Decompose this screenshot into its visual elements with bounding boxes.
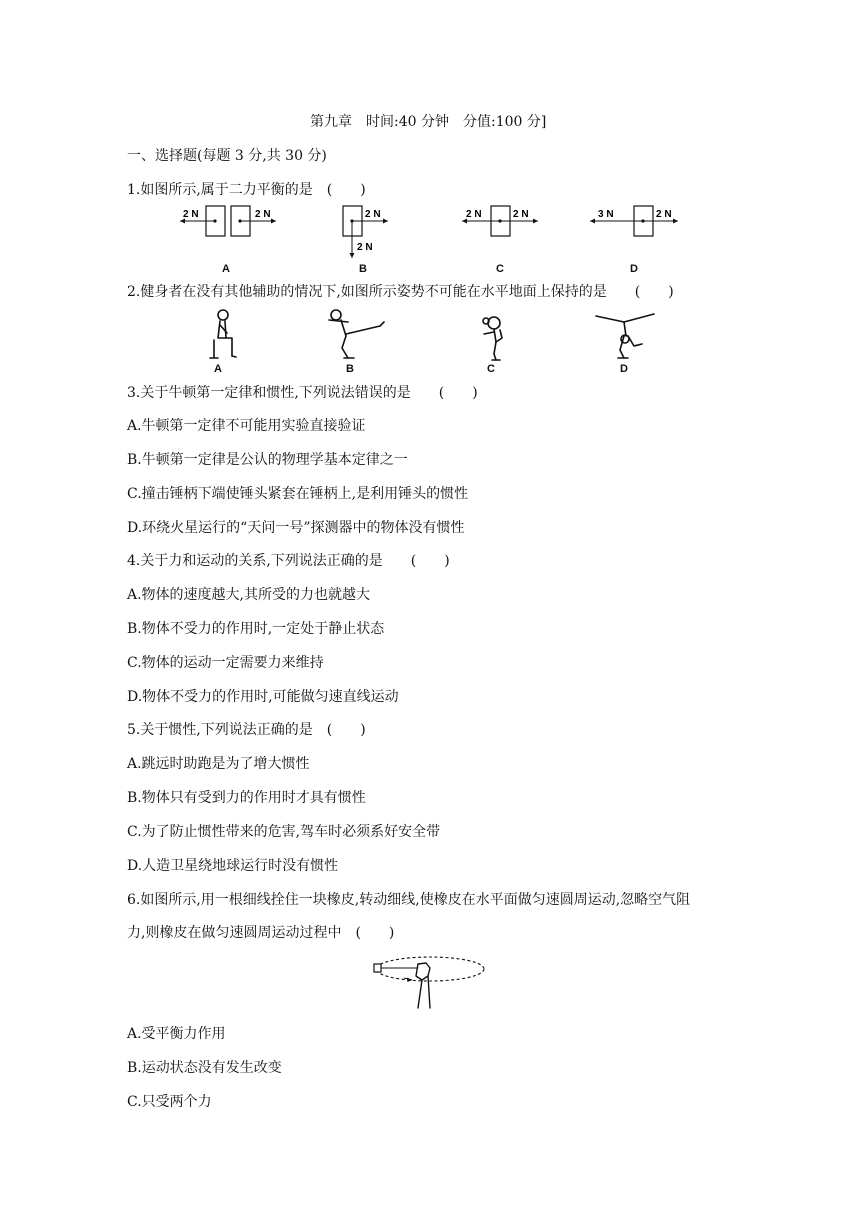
q1-label-a: A xyxy=(222,263,230,275)
q6-option-c: C.只受两个力 xyxy=(127,1094,212,1110)
q5-option-d: D.人造卫星绕地球运行时没有惯性 xyxy=(127,858,339,874)
q3-option-c: C.撞击锤柄下端使锤头紧套在锤柄上,是利用锤头的惯性 xyxy=(127,486,469,502)
force-label: 2 N xyxy=(656,209,672,220)
question-3-stem: 3.关于牛顿第一定律和惯性,下列说法错误的是 ( ) xyxy=(127,385,478,401)
q1-figure-a xyxy=(170,202,290,262)
seated-pose-illustration xyxy=(196,308,244,364)
force-label: 2 N xyxy=(183,209,199,220)
force-diagram-b xyxy=(330,202,400,262)
q6-figure xyxy=(368,950,490,1014)
q2-figure-d xyxy=(594,310,660,364)
force-diagram-d xyxy=(584,202,684,262)
q3-option-a: A.牛顿第一定律不可能用实验直接验证 xyxy=(127,418,366,434)
question-1-stem: 1.如图所示,属于二力平衡的是 ( ) xyxy=(127,182,366,198)
q4-option-b: B.物体不受力的作用时,一定处于静止状态 xyxy=(127,621,385,637)
force-diagram-a xyxy=(170,202,290,262)
question-4-stem: 4.关于力和运动的关系,下列说法正确的是 ( ) xyxy=(127,553,450,569)
force-label: 2 N xyxy=(357,242,373,253)
force-label: 2 N xyxy=(365,209,381,220)
q5-option-c: C.为了防止惯性带来的危害,驾车时必须系好安全带 xyxy=(127,824,441,840)
q1-figure-d xyxy=(584,202,684,262)
question-6-stem-line-1: 6.如图所示,用一根细线拴住一块橡皮,转动细线,使橡皮在水平面做匀速圆周运动,忽略空气阻 xyxy=(127,892,691,908)
question-5-stem: 5.关于惯性,下列说法正确的是 ( ) xyxy=(127,722,366,738)
q2-label-a: A xyxy=(214,363,222,375)
q6-option-b: B.运动状态没有发生改变 xyxy=(127,1060,282,1076)
q1-label-b: B xyxy=(359,263,367,275)
force-diagram-c xyxy=(456,202,546,262)
q3-option-d: D.环绕火星运行的“天问一号”探测器中的物体没有惯性 xyxy=(127,520,465,536)
q2-label-b: B xyxy=(346,363,354,375)
chapter-header: 第九章 时间:40 分钟 分值:100 分] xyxy=(310,114,547,130)
force-label: 3 N xyxy=(598,209,614,220)
q2-figure-c xyxy=(474,312,510,364)
q1-label-d: D xyxy=(630,263,638,275)
q1-figure-b xyxy=(330,202,400,262)
q5-option-a: A.跳远时助跑是为了增大惯性 xyxy=(127,756,310,772)
q2-figure-b xyxy=(324,306,388,362)
question-6-stem-line-2: 力,则橡皮在做匀速圆周运动过程中 ( ) xyxy=(127,925,395,941)
force-label: 2 N xyxy=(255,209,271,220)
q5-option-b: B.物体只有受到力的作用时才具有惯性 xyxy=(127,790,366,806)
q3-option-b: B.牛顿第一定律是公认的物理学基本定律之一 xyxy=(127,452,408,468)
force-label: 2 N xyxy=(513,209,529,220)
q4-option-c: C.物体的运动一定需要力来维持 xyxy=(127,655,324,671)
circular-motion-illustration xyxy=(368,950,490,1014)
q6-option-a: A.受平衡力作用 xyxy=(127,1026,226,1042)
force-label: 2 N xyxy=(466,209,482,220)
q2-figure-a xyxy=(196,308,244,364)
split-pose-illustration xyxy=(594,310,660,364)
q4-option-a: A.物体的速度越大,其所受的力也就越大 xyxy=(127,587,371,603)
kick-pose-illustration xyxy=(324,306,388,362)
question-2-stem: 2.健身者在没有其他辅助的情况下,如图所示姿势不可能在水平地面上保持的是 ( ) xyxy=(127,284,674,300)
q1-label-c: C xyxy=(496,263,504,275)
q2-label-d: D xyxy=(620,363,628,375)
q4-option-d: D.物体不受力的作用时,可能做匀速直线运动 xyxy=(127,689,399,705)
q2-label-c: C xyxy=(487,363,495,375)
q1-figure-c xyxy=(456,202,546,262)
balance-pose-illustration xyxy=(474,312,510,364)
section-heading: 一、选择题(每题 3 分,共 30 分) xyxy=(127,148,327,164)
